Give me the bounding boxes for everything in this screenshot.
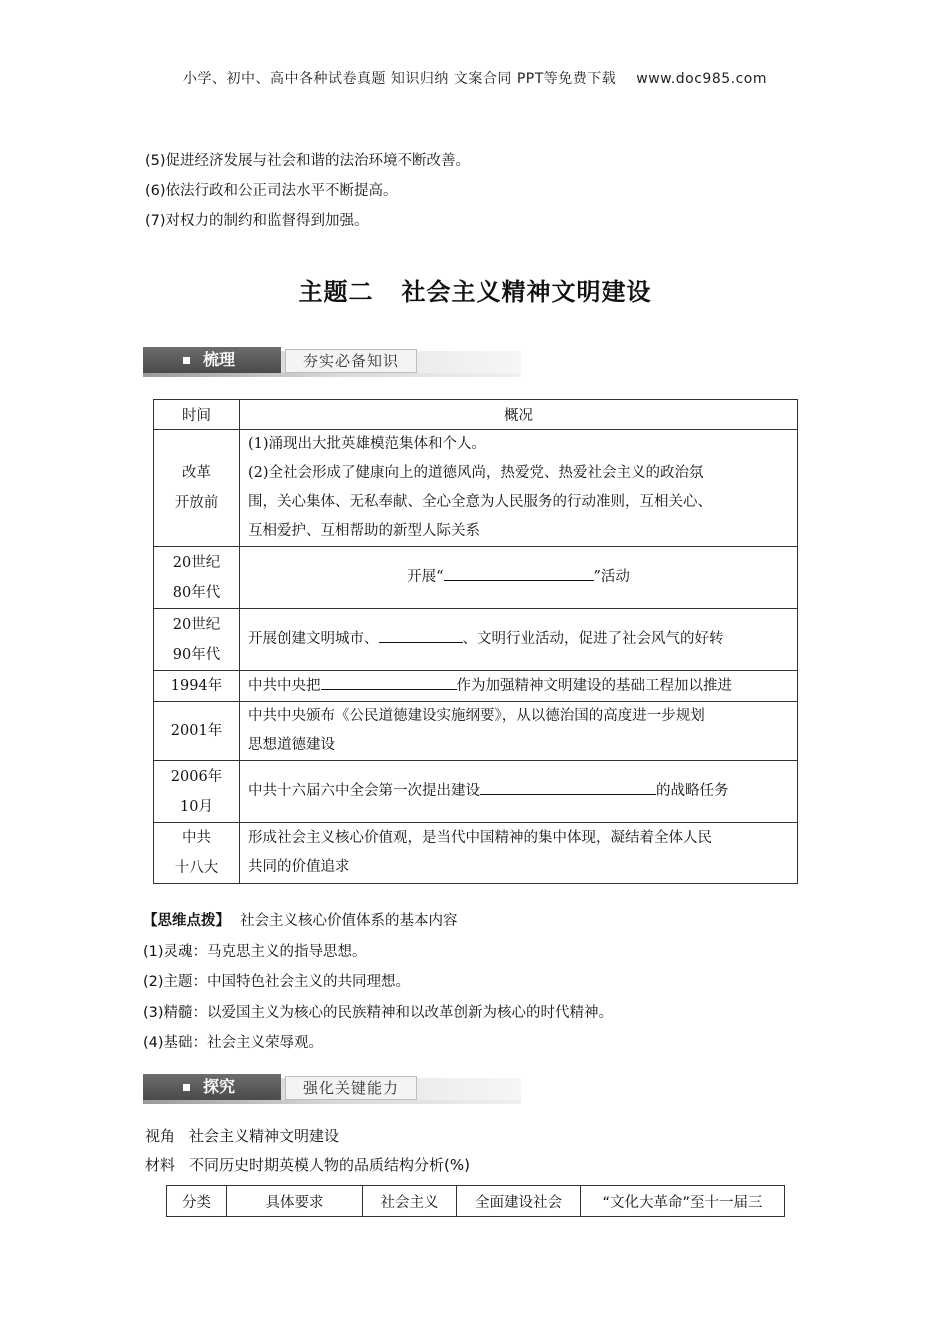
header-socialism: 社会主义 xyxy=(363,1186,457,1217)
header-summary: 概况 xyxy=(240,400,798,430)
section-title xyxy=(0,272,950,307)
view-line: 视角 社会主义精神文明建设 xyxy=(145,1127,340,1145)
section-title-number: 主题二 xyxy=(298,278,374,306)
thinking-tips xyxy=(143,906,613,1059)
list-item: (4)基础：社会主义荣辱观。 xyxy=(143,1035,324,1051)
header-cultural-revolution: “文化大革命”至十一届三 xyxy=(581,1186,785,1217)
banner-explore xyxy=(143,1074,521,1104)
header-time: 时间 xyxy=(154,400,240,430)
table-row xyxy=(154,609,798,671)
page-header xyxy=(0,68,950,88)
fill-blank[interactable] xyxy=(480,777,656,795)
header-site: www.doc985.com xyxy=(636,71,768,87)
banner-light-tab: 强化关键能力 xyxy=(285,1076,417,1100)
banner-review xyxy=(143,347,521,377)
row-content: 开展创建文明城市、 、文明行业活动，促进了社会风气的好转 xyxy=(240,609,798,671)
square-icon xyxy=(183,357,190,364)
row-time: 2001年 xyxy=(154,702,240,761)
tips-heading: 【思维点拨】 社会主义核心价值体系的基本内容 xyxy=(143,913,458,929)
fill-blank[interactable] xyxy=(321,672,457,690)
row-time: 20世纪 90年代 xyxy=(154,609,240,671)
list-item: (3)精髓：以爱国主义为核心的民族精神和以改革创新为核心的时代精神。 xyxy=(143,1004,614,1021)
explore-section xyxy=(145,1122,470,1180)
table-header-row xyxy=(167,1186,785,1217)
fill-blank[interactable] xyxy=(444,563,594,581)
banner-light-tab: 夯实必备知识 xyxy=(285,349,417,373)
row-content: 中共中央把 作为加强精神文明建设的基础工程加以推进 xyxy=(240,671,798,702)
row-content: 中共十六届六中全会第一次提出建设 的战略任务 xyxy=(240,761,798,823)
material-line: 材料 不同历史时期英模人物的品质结构分析(%) xyxy=(145,1156,470,1174)
list-item: (1)灵魂：马克思主义的指导思想。 xyxy=(143,943,367,960)
table-row xyxy=(154,702,798,761)
row-content: 开展“ ”活动 xyxy=(240,547,798,609)
hero-quality-table xyxy=(166,1185,785,1217)
header-requirement: 具体要求 xyxy=(227,1186,363,1217)
section-title-text: 社会主义精神文明建设 xyxy=(401,278,652,306)
time-text: 改革 开放前 xyxy=(174,465,219,511)
banner-dark-tab: 探究 xyxy=(143,1074,281,1100)
banner-dark-tab: 梳理 xyxy=(143,347,281,373)
list-item: (7)对权力的制约和监督得到加强。 xyxy=(145,213,369,229)
header-comprehensive: 全面建设社会 xyxy=(457,1186,581,1217)
row-time: 中共 十八大 xyxy=(154,823,240,884)
list-item: (2)主题：中国特色社会主义的共同理想。 xyxy=(143,974,411,990)
top-list xyxy=(145,146,470,236)
fill-blank[interactable] xyxy=(379,625,463,643)
table-row xyxy=(154,761,798,823)
row-time: 1994年 xyxy=(154,671,240,702)
row-content: (1)涌现出大批英雄模范集体和个人。 (2)全社会形成了健康向上的道德风尚，热爱党、热爱社会主义的政治氛 围，关心集体、无私奉献、全心全意为人民服务的行动准则，互相关心、 互相爱护、互相帮助的新型人际关系 xyxy=(240,430,798,547)
square-icon xyxy=(183,1084,190,1091)
row-content: 中共中央颁布《公民道德建设实施纲要》，从以德治国的高度进一步规划 思想道德建设 xyxy=(240,702,798,761)
header-text: 小学、初中、高中各种试卷真题 知识归纳 文案合同 PPT等免费下载 xyxy=(182,71,617,87)
table-row xyxy=(154,671,798,702)
history-table xyxy=(153,399,798,884)
table-row xyxy=(154,547,798,609)
header-category: 分类 xyxy=(167,1186,227,1217)
row-time: 2006年 10月 xyxy=(154,761,240,823)
list-item: (5)促进经济发展与社会和谐的法治环境不断改善。 xyxy=(145,153,471,169)
row-time xyxy=(154,430,240,547)
row-content: 形成社会主义核心价值观，是当代中国精神的集中体现，凝结着全体人民 共同的价值追求 xyxy=(240,823,798,884)
table-row xyxy=(154,430,798,547)
list-item: (6)依法行政和公正司法水平不断提高。 xyxy=(145,183,398,199)
table-header-row xyxy=(154,400,798,430)
table-row xyxy=(154,823,798,884)
row-time: 20世纪 80年代 xyxy=(154,547,240,609)
